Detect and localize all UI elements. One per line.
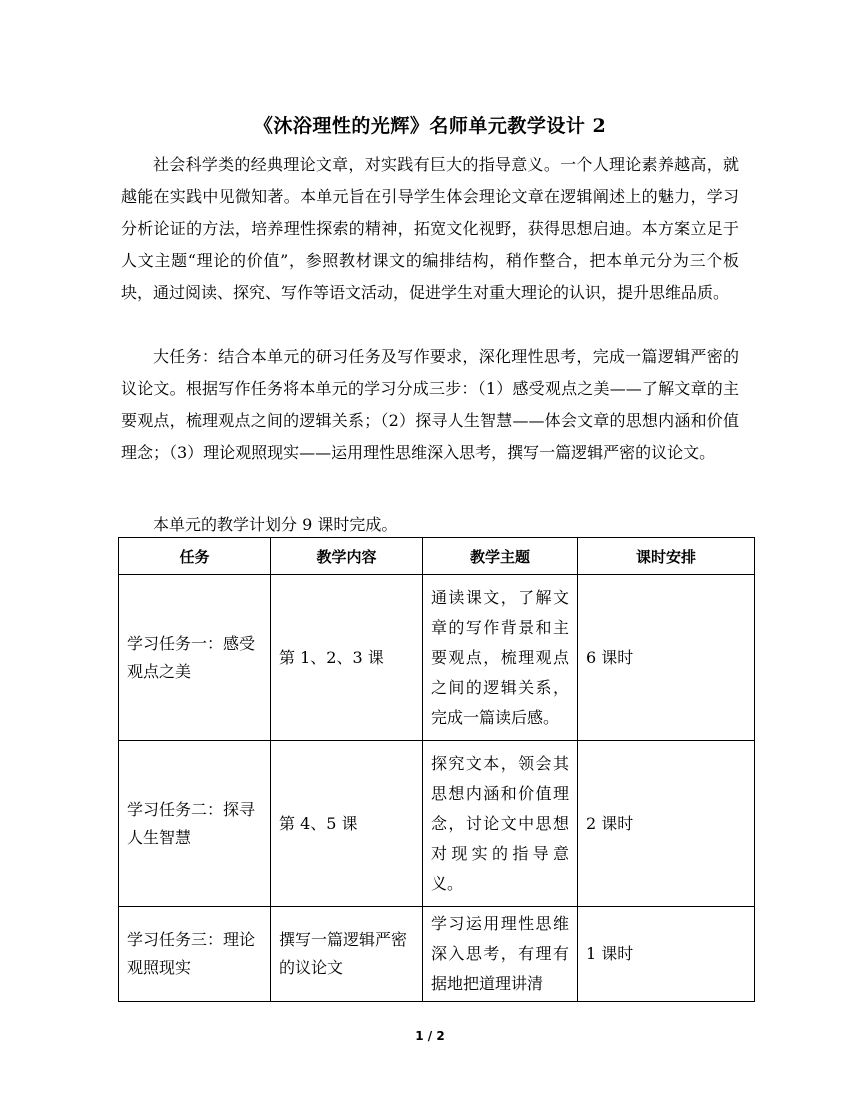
cell-content: 第 4、5 课 <box>271 741 423 907</box>
page-number: 1 / 2 <box>415 1029 445 1043</box>
cell-content: 撰写一篇逻辑严密的议论文 <box>271 907 423 1002</box>
teaching-plan-table <box>118 537 755 1002</box>
table-row <box>119 741 755 907</box>
header-hours: 课时安排 <box>578 538 755 575</box>
task-paragraph <box>121 341 739 469</box>
paragraph-1: 社会科学类的经典理论文章，对实践有巨大的指导意义。一个人理论素养越高，就越能在实践中见微知著。本单元旨在引导学生体会理论文章在逻辑阐述上的魅力，学习分析论证的方法，培养理性探索的精神，拓宽文化视野，获得思想启迪。本方案立足于人文主题“理论的价值”，参照教材课文的编排结构，稍作整合，把本单元分为三个板块，通过阅读、探究、写作等语文活动，促进学生对重大理论的认识，提升思维品质。 <box>121 155 739 302</box>
paragraph-2: 大任务：结合本单元的研习任务及写作要求，深化理性思考，完成一篇逻辑严密的议论文。根据写作任务将本单元的学习分成三步：（1）感受观点之美——了解文章的主要观点，梳理观点之间的逻辑关系；（2）探寻人生智慧——体会文章的思想内涵和价值理念；（3）理论观照现实——运用理性思维深入思考，撰写一篇逻辑严密的议论文。 <box>121 347 739 462</box>
intro-paragraph <box>121 149 739 309</box>
paragraph-3: 本单元的教学计划分 9 课时完成。 <box>153 515 398 534</box>
cell-topic: 探究文本，领会其思想内涵和价值理念，讨论文中思想对现实的指导意义。 <box>423 741 578 907</box>
table-row <box>119 907 755 1002</box>
cell-hours: 2 课时 <box>578 741 755 907</box>
document-title: 《沐浴理性的光辉》名师单元教学设计 2 <box>253 115 607 137</box>
cell-task: 学习任务二：探寻人生智慧 <box>119 741 271 907</box>
header-content: 教学内容 <box>271 538 423 575</box>
cell-hours: 6 课时 <box>578 575 755 741</box>
header-topic: 教学主题 <box>423 538 578 575</box>
cell-task: 学习任务三：理论观照现实 <box>119 907 271 1002</box>
cell-content: 第 1、2、3 课 <box>271 575 423 741</box>
cell-task: 学习任务一：感受观点之美 <box>119 575 271 741</box>
cell-hours: 1 课时 <box>578 907 755 1002</box>
cell-topic: 通读课文，了解文章的写作背景和主要观点，梳理观点之间的逻辑关系，完成一篇读后感。 <box>423 575 578 741</box>
header-task: 任务 <box>119 538 271 575</box>
table-header-row <box>119 538 755 575</box>
cell-topic: 学习运用理性思维深入思考，有理有据地把道理讲清 <box>423 907 578 1002</box>
table-row <box>119 575 755 741</box>
